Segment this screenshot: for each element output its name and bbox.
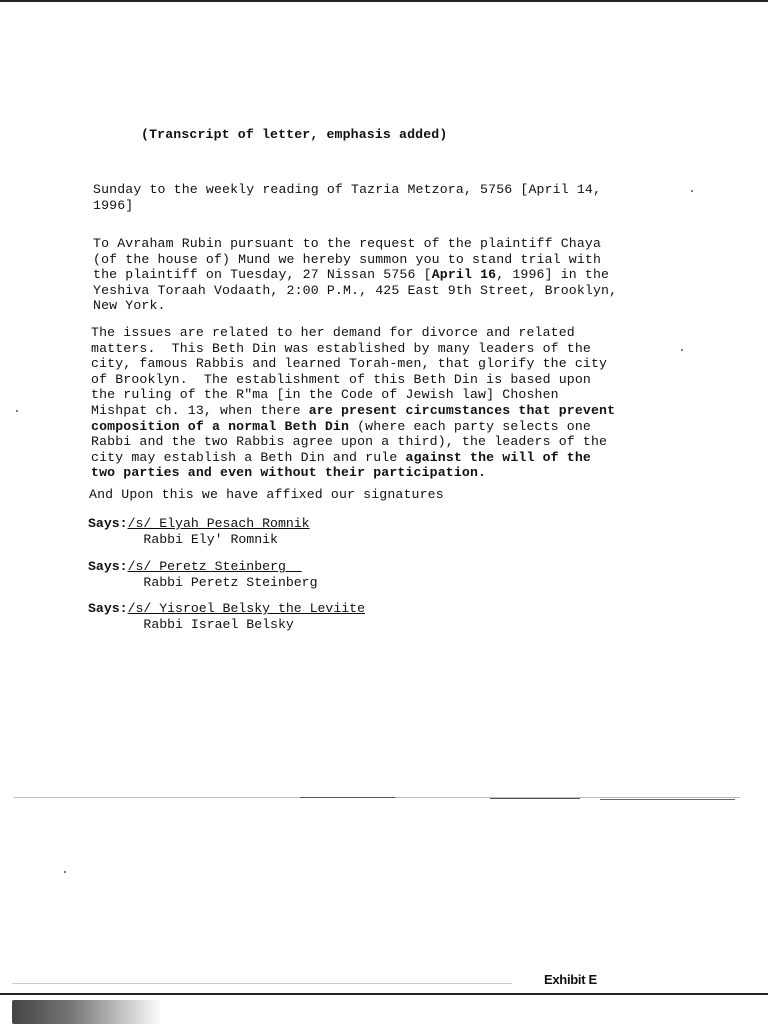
p1-line-5: New York. — [93, 298, 166, 314]
signature-line: /s/ Yisroel Belsky the Leviite — [127, 601, 365, 616]
p2-line-5: the ruling of the R"ma [in the Code of Jewish law] Choshen — [91, 387, 559, 403]
p1-line-4: Yeshiva Toraah Vodaath, 2:00 P.M., 425 East 9th Street, Brooklyn, — [93, 282, 618, 298]
scan-smudge — [12, 1000, 162, 1024]
issues-paragraph — [91, 325, 615, 481]
p1-line-2: (of the house of) Mund we hereby summon you to stand trial with — [93, 251, 602, 267]
p2-line-1: The issues are related to her demand for divorce and related — [91, 325, 575, 340]
page-top-edge — [0, 0, 768, 2]
signature-block — [88, 601, 365, 632]
scan-speck — [16, 410, 18, 412]
p2-line-6a: Mishpat ch. 13, when there — [91, 402, 309, 418]
signatory-name: Rabbi Peretz Steinberg — [143, 574, 318, 590]
says-label: Says: — [88, 559, 128, 574]
scan-speck — [64, 871, 66, 873]
signatory-name: Rabbi Ely' Romnik — [143, 531, 278, 547]
p2-line-7b: (where each party selects one — [349, 418, 591, 434]
scan-artifact-line — [490, 798, 580, 799]
scan-speck — [681, 349, 683, 351]
signature-block — [88, 559, 318, 590]
signature-block — [88, 516, 310, 547]
p2-line-4: of Brooklyn. The establishment of this Beth Din is based upon — [91, 371, 591, 387]
p2-line-9-emphasis: against the will of the — [405, 449, 591, 465]
p2-line-2: matters. This Beth Din was established by many leaders of the — [91, 340, 591, 356]
p1-line-3c: , 1996] in the — [496, 267, 610, 283]
scan-artifact-line — [300, 797, 395, 798]
scan-speck — [691, 190, 693, 192]
page-bottom-edge — [0, 993, 768, 995]
p2-line-6-emphasis: are present circumstances that prevent — [308, 402, 616, 418]
p1-line-3a: the plaintiff on Tuesday, 27 Nissan 5756 [ — [93, 267, 432, 283]
date-line — [93, 182, 601, 213]
date-line-1: Sunday to the weekly reading of Tazria Metzora, 5756 [April 14, — [93, 182, 602, 197]
affix-statement: And Upon this we have affixed our signatures — [89, 487, 444, 502]
says-label: Says: — [88, 516, 128, 531]
signature-line: /s/ Peretz Steinberg — [127, 559, 302, 574]
p2-line-7-emphasis: composition of a normal Beth Din — [91, 418, 350, 434]
summons-paragraph — [93, 236, 617, 314]
p2-line-3: city, famous Rabbis and learned Torah-men, that glorify the city — [91, 356, 608, 372]
letter-heading: (Transcript of letter, emphasis added) — [141, 127, 448, 142]
says-label: Says: — [88, 601, 128, 616]
p2-line-8: Rabbi and the two Rabbis agree upon a third), the leaders of the — [91, 434, 608, 450]
p1-line-3-date: April 16 — [431, 267, 497, 283]
signature-line: /s/ Elyah Pesach Romnik — [127, 516, 310, 531]
scan-artifact-line — [12, 983, 512, 984]
signatory-name: Rabbi Israel Belsky — [143, 616, 294, 632]
exhibit-label: Exhibit E — [544, 972, 597, 987]
p1-line-1: To Avraham Rubin pursuant to the request of the plaintiff Chaya — [93, 236, 602, 251]
p2-line-10-emphasis: two parties and even without their participation. — [91, 465, 487, 481]
date-line-2: 1996] — [93, 197, 134, 213]
scan-artifact-line — [600, 799, 735, 800]
p2-line-9a: city may establish a Beth Din and rule — [91, 449, 406, 465]
